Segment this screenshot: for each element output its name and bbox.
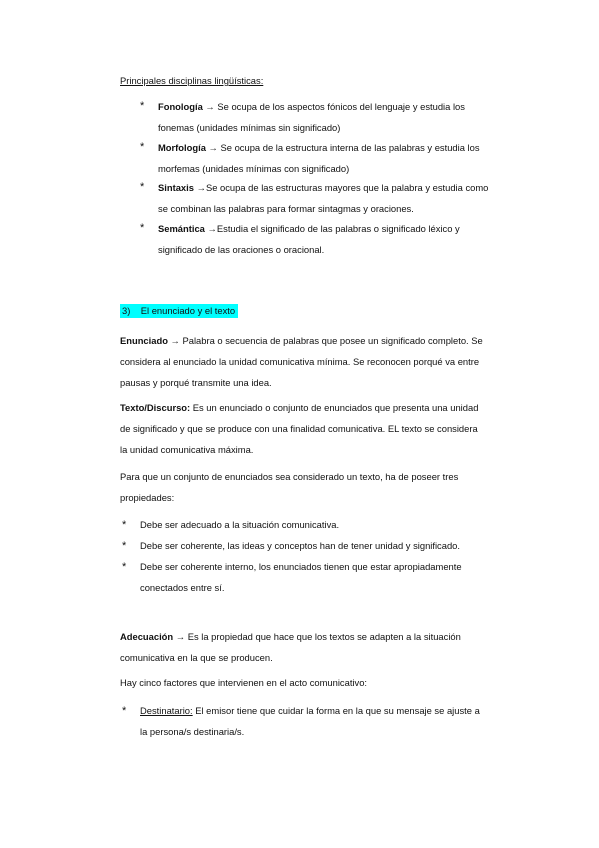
section-title: El enunciado y el texto (140, 305, 236, 316)
term-label: Fonología (158, 101, 203, 112)
list-item-text (140, 701, 520, 742)
arrow-icon: → (196, 182, 206, 193)
arrow-icon: → (170, 335, 180, 346)
term-label: Destinatario: (140, 705, 193, 716)
definition-line: fonemas (unidades mínimas sin significado) (158, 121, 341, 133)
bullet-marker: * (122, 540, 127, 552)
paragraph-line: Para que un conjunto de enunciados sea considerado un texto, ha de poseer tres (120, 471, 459, 482)
bullet-marker: * (140, 100, 145, 112)
definition-line: Se ocupa de los aspectos fónicos del lenguaje y estudia los (214, 101, 465, 112)
definition-line: Estudia el significado de las palabras o significado léxico y (216, 223, 460, 234)
list-item-text (158, 138, 518, 179)
enunciado-paragraph (120, 330, 520, 393)
bullet-marker: * (122, 519, 127, 531)
term-label: Semántica (158, 223, 205, 234)
paragraph-line: Palabra o secuencia de palabras que posee un significado completo. Se (179, 335, 483, 346)
list-item-text (158, 97, 518, 138)
section-3-heading (120, 300, 520, 321)
term-label: Morfología (158, 142, 206, 153)
section-number: 3) (122, 305, 131, 316)
list-item-line: El emisor tiene que cuidar la forma en la que su mensaje se ajuste a (192, 705, 480, 716)
arrow-icon: → (208, 142, 218, 153)
paragraph-line: propiedades: (120, 492, 175, 503)
term-label: Adecuación (120, 631, 174, 642)
paragraph-line: pausas y porqué transmite una idea. (120, 377, 272, 388)
paragraph-line: Es la propiedad que hace que los textos se adapten a la situación (185, 631, 461, 642)
list-item-text (158, 178, 518, 219)
list-item-line: conectados entre sí. (140, 581, 225, 593)
bullet-marker: * (140, 222, 145, 234)
paragraph-line: la unidad comunicativa máxima. (120, 444, 254, 455)
term-label: Sintaxis (158, 182, 194, 193)
factores-intro: Hay cinco factores que intervienen en el acto comunicativo: (120, 677, 368, 688)
term-label: Enunciado (120, 335, 168, 346)
arrow-icon: → (205, 101, 215, 112)
highlighted-heading (120, 304, 238, 318)
list-item-text: Debe ser adecuado a la situación comunicativa. (140, 519, 340, 530)
bullet-marker: * (122, 561, 127, 573)
bullet-marker: * (140, 181, 145, 193)
definition-line: morfemas (unidades mínimas con significado) (158, 162, 350, 174)
paragraph-line: considera al enunciado la unidad comunicativa mínima. Se reconocen porqué va entre (120, 356, 480, 367)
paragraph-line: de significado y que se produce con una finalidad comunicativa. EL texto se considera (120, 423, 478, 434)
list-item-text (140, 557, 520, 598)
arrow-icon: → (207, 223, 217, 234)
list-item-text (158, 219, 518, 260)
definition-line: se combinan las palabras para formar sintagmas y oraciones. (158, 202, 414, 214)
arrow-icon: → (175, 631, 186, 642)
definition-line: significado de las oraciones o oracional. (158, 243, 325, 255)
paragraph-line: Es un enunciado o conjunto de enunciados que presenta una unidad (190, 402, 479, 413)
definition-line: Se ocupa de la estructura interna de las palabras y estudia los (217, 142, 480, 153)
paragraph-line: comunicativa en la que se producen. (120, 652, 273, 663)
bullet-marker: * (122, 705, 127, 717)
texto-paragraph (120, 397, 520, 460)
list-item-line: Debe ser coherente interno, los enunciados tienen que estar apropiadamente (140, 561, 462, 572)
list-item-text: Debe ser coherente, las ideas y conceptos han de tener unidad y significado. (140, 540, 460, 551)
list-item-line: la persona/s destinaria/s. (140, 725, 245, 737)
bullet-marker: * (140, 141, 145, 153)
propiedades-intro (120, 466, 520, 508)
adecuacion-paragraph (120, 626, 520, 668)
term-label: Texto/Discurso: (120, 402, 191, 413)
definition-line: Se ocupa de las estructuras mayores que la palabra y estudia como (205, 182, 489, 193)
disciplinas-heading: Principales disciplinas lingüísticas: (120, 75, 264, 86)
